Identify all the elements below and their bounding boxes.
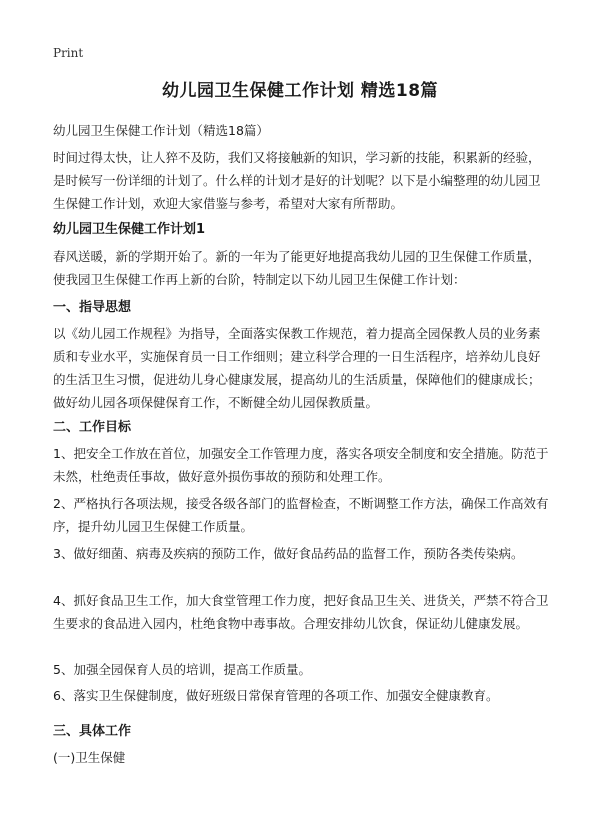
document-title: 幼儿园卫生保健工作计划 精选18篇 (161, 81, 439, 101)
sub-heading-hygiene: (一)卫生保健 (53, 750, 126, 765)
goal-item-5: 5、加强全园保育人员的培训，提高工作质量。 (53, 662, 311, 677)
document-subtitle: 幼儿园卫生保健工作计划（精选18篇） (53, 123, 269, 138)
section1-intro-paragraph: 春风送暖，新的学期开始了。新的一年为了能更好地提高我幼儿园的卫生保健工作质量，使我园卫生保健工作再上新的台阶，特制定以下幼儿园卫生保健工作计划： (53, 249, 541, 287)
goal-item-6: 6、落实卫生保健制度，做好班级日常保育管理的各项工作、加强安全健康教育。 (53, 688, 499, 703)
intro-paragraph: 时间过得太快，让人猝不及防，我们又将接触新的知识，学习新的技能，积累新的经验，是时候写一份详细的计划了。什么样的计划才是好的计划呢？以下是小编整理的幼儿园卫生保健工作计划，欢迎大家借鉴与参考，希望对大家有所帮助。 (53, 150, 541, 211)
print-label: Print (53, 46, 84, 60)
section1-title: 幼儿园卫生保健工作计划1 (53, 222, 206, 237)
goal-item-1: 1、把安全工作放在首位，加强安全工作管理力度，落实各项安全制度和安全措施。防范于未然，杜绝责任事故，做好意外损伤事故的预防和处理工作。 (53, 446, 549, 484)
goal-item-4: 4、抓好食品卫生工作，加大食堂管理工作力度，把好食品卫生关、进货关，严禁不符合卫生要求的食品进入园内，杜绝食物中毒事故。合理安排幼儿饮食，保证幼儿健康发展。 (53, 593, 549, 631)
heading-work-goals: 二、工作目标 (53, 420, 132, 435)
heading-guiding-ideology: 一、指导思想 (53, 300, 132, 315)
goal-item-3: 3、做好细菌、病毒及疾病的预防工作，做好食品药品的监督工作，预防各类传染病。 (53, 546, 524, 561)
guiding-ideology-paragraph: 以《幼儿园工作规程》为指导，全面落实保教工作规范，着力提高全园保教人员的业务素质和专业水平，实施保育员一日工作细则；建立科学合理的一日生活程序，培养幼儿良好的生活卫生习惯，促进幼儿身心健康发展，提高幼儿的生活质量，保障他们的健康成长；做好幼儿园各项保健保育工作，不断健全幼儿园保教质量。 (53, 326, 541, 410)
goal-item-2: 2、严格执行各项法规，接受各级各部门的监督检查，不断调整工作方法，确保工作高效有序，提升幼儿园卫生保健工作质量。 (53, 496, 549, 534)
heading-specific-work: 三、具体工作 (53, 724, 132, 739)
